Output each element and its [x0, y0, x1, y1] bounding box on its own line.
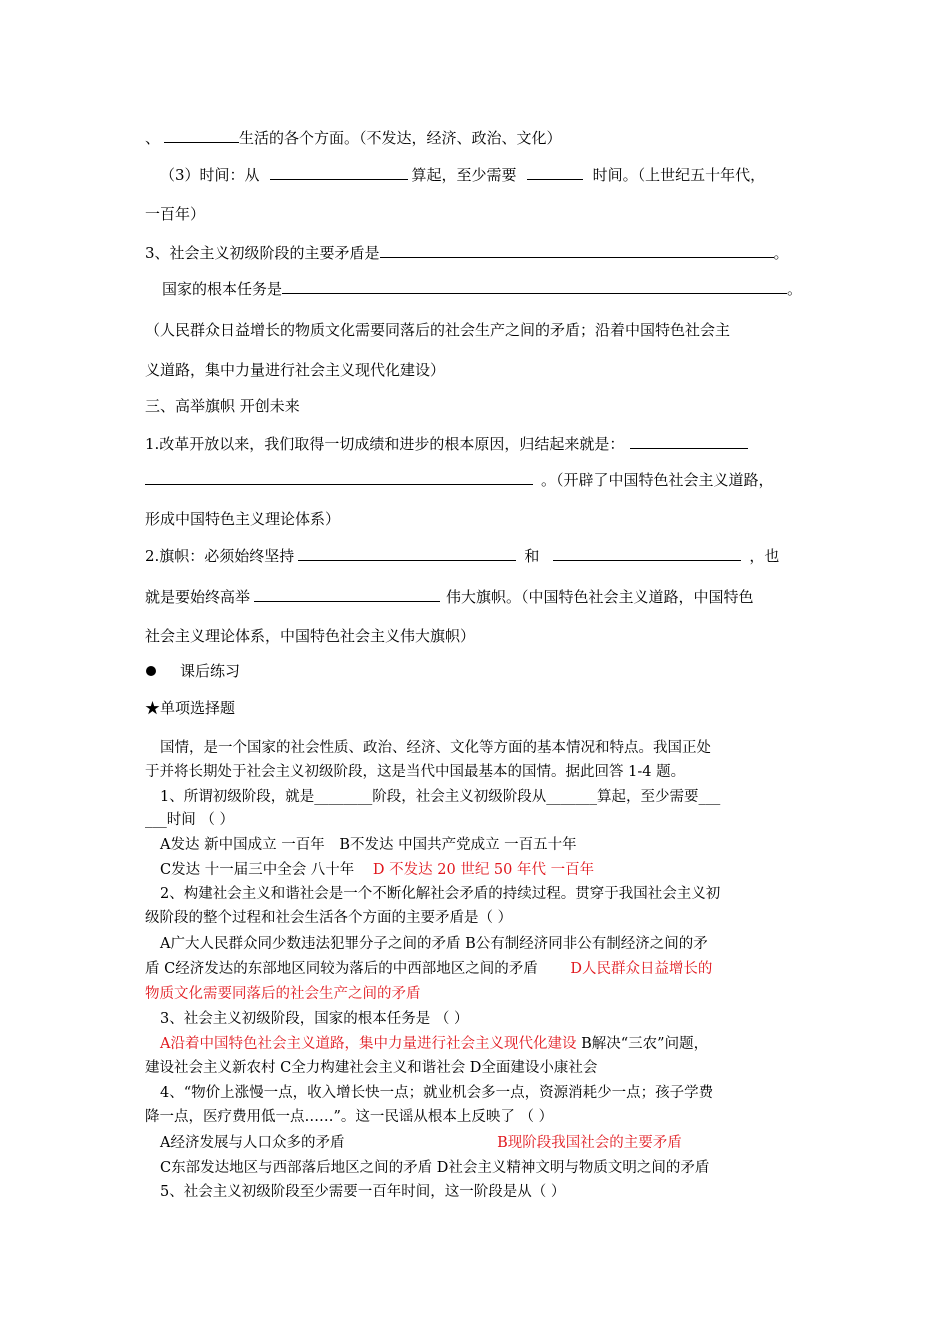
text: 算起，至少需要 [411, 166, 517, 184]
answer-text: 一百年） [145, 205, 206, 223]
answer-text: 义道路，集中力量进行社会主义现代化建设） [145, 361, 446, 379]
bullet-icon [146, 666, 156, 676]
text: 、 [145, 129, 161, 147]
blank[interactable] [254, 586, 440, 602]
blank[interactable] [164, 127, 239, 143]
question-2: 2、构建社会主义和谐社会是一个不断化解社会矛盾的持续过程。贯穿于我国社会主义初 [160, 886, 721, 902]
option-d-answer: 物质文化需要同落后的社会生产之间的矛盾 [145, 986, 421, 1002]
text: 2.旗帜：必须始终坚持 [145, 547, 295, 565]
practice-heading: 课后练习 [180, 662, 241, 680]
fill-line-banner-2 [145, 586, 754, 607]
text: 。 [787, 280, 803, 298]
fill-line-contradiction [145, 242, 789, 263]
question-3-options [160, 1034, 708, 1054]
option-b[interactable]: B解决“三农”问题， [576, 1036, 709, 1052]
fill-line-task [162, 278, 802, 299]
option-a-answer[interactable]: A沿着中国特色社会主义道路，集中力量进行社会主义现代化建设 [160, 1036, 577, 1052]
intro-text: 国情，是一个国家的社会性质、政治、经济、文化等方面的基本情况和特点。我国正处 [160, 740, 711, 756]
text: 和 [524, 547, 540, 565]
blank[interactable] [527, 164, 583, 180]
fill-line-reason-2 [145, 469, 774, 490]
question-2-options [145, 959, 712, 979]
text: ，也 [749, 547, 780, 565]
question-4-options[interactable]: C东部发达地区与西部落后地区之间的矛盾 D社会主义精神文明与物质文明之间的矛盾 [160, 1160, 710, 1176]
question-2-options[interactable]: A广大人民群众同少数违法犯罪分子之间的矛盾 B公有制经济同非公有制经济之间的矛 [160, 936, 708, 952]
text: 生活的各个方面。（不发达，经济、政治、文化） [239, 129, 562, 147]
option-c[interactable]: 盾 C经济发达的东部地区同较为落后的中西部地区之间的矛盾 [145, 961, 538, 977]
text: 3、社会主义初级阶段的主要矛盾是 [145, 244, 380, 262]
fill-line-banner [145, 545, 779, 566]
text: 。 [773, 244, 789, 262]
blank[interactable] [553, 545, 741, 561]
option-c[interactable]: C发达 十一届三中全会 八十年 [160, 862, 355, 878]
option-a[interactable]: A发达 新中国成立 一百年 [160, 837, 325, 853]
question-2: 级阶段的整个过程和社会生活各个方面的主要矛盾是（ ） [145, 910, 513, 926]
text: （3）时间：从 [160, 166, 260, 184]
text: 1.改革开放以来，我们取得一切成绩和进步的根本原因，归结起来就是： [145, 435, 625, 453]
section-heading: 三、高举旗帜 开创未来 [145, 397, 300, 415]
question-4: 4、“物价上涨慢一点，收入增长快一点；就业机会多一点，资源消耗少一点；孩子学费 [160, 1085, 714, 1101]
question-4: 降一点，医疗费用低一点……”。这一民谣从根本上反映了 （ ） [145, 1109, 554, 1125]
text: 国家的根本任务是 [162, 280, 283, 298]
question-5: 5、社会主义初级阶段至少需要一百年时间，这一阶段是从（ ） [160, 1184, 566, 1200]
blank[interactable] [270, 164, 408, 180]
answer-text: 社会主义理论体系，中国特色社会主义伟大旗帜） [145, 627, 476, 645]
option-b-answer[interactable]: B现阶段我国社会的主要矛盾 [497, 1135, 682, 1151]
fill-line-time [160, 164, 765, 185]
text: 时间。（上世纪五十年代， [592, 166, 766, 184]
answer-text: 形成中国特色主义理论体系） [145, 510, 341, 528]
option-a[interactable]: A经济发展与人口众多的矛盾 [160, 1135, 345, 1151]
question-type-heading: ★单项选择题 [145, 699, 236, 717]
question-1: 1、所谓初级阶段，就是________阶段，社会主义初级阶段从_______算起，至少需要___ [160, 789, 721, 805]
fill-line-reason [145, 433, 748, 454]
option-b[interactable]: B不发达 中国共产党成立 一百五十年 [339, 837, 577, 853]
question-1: ___时间 （ ） [145, 812, 234, 828]
question-4-options [160, 1133, 682, 1153]
question-3: 3、社会主义初级阶段，国家的根本任务是 （ ） [160, 1011, 469, 1027]
blank[interactable] [145, 469, 533, 485]
blank[interactable] [630, 433, 748, 449]
option-d-answer[interactable]: D人民群众日益增长的 [570, 961, 713, 977]
fill-line-1 [145, 127, 562, 148]
text: 。（开辟了中国特色社会主义道路， [541, 471, 774, 489]
blank[interactable] [282, 278, 787, 294]
option-d-answer[interactable]: D 不发达 20 世纪 50 年代 一百年 [372, 862, 595, 878]
blank[interactable] [380, 242, 774, 258]
text: 伟大旗帜。（中国特色社会主义道路，中国特色 [446, 588, 754, 606]
blank[interactable] [298, 545, 516, 561]
answer-text: （人民群众日益增长的物质文化需要同落后的社会生产之间的矛盾；沿着中国特色社会主 [145, 321, 731, 339]
text: 就是要始终高举 [145, 588, 251, 606]
question-1-options [160, 835, 577, 855]
intro-text: 于并将长期处于社会主义初级阶段，这是当代中国最基本的国情。据此回答 1-4 题。 [145, 764, 686, 780]
question-1-options [160, 860, 594, 880]
question-3-options[interactable]: 建设社会主义新农村 C全力构建社会主义和谐社会 D全面建设小康社会 [145, 1060, 598, 1076]
